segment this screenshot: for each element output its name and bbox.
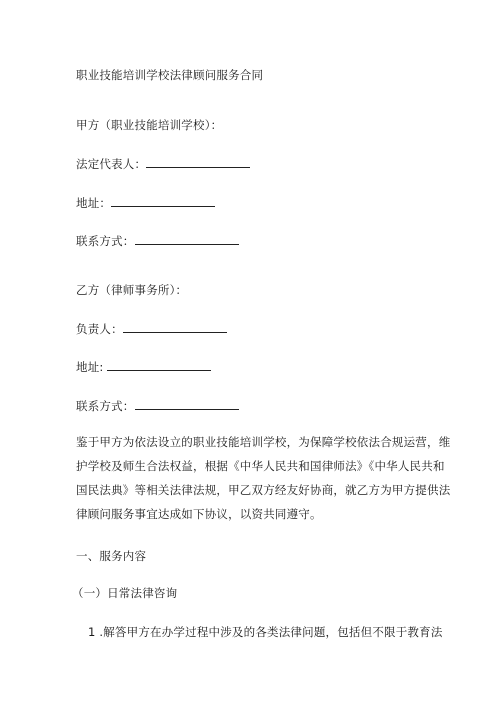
subsection-heading: （一）日常法律咨询	[72, 586, 178, 600]
preamble-line: 国民法典》等相关法律法规，甲乙双方经友好协商，就乙方为甲方提供法	[76, 483, 451, 497]
preamble-line: 律顾问服务事宜达成如下协议，以资共同遵守。	[76, 507, 322, 521]
party-b-principal-row	[76, 321, 227, 336]
party-a-contact-label: 联系方式：	[76, 234, 135, 248]
party-a-address-label: 地址：	[76, 196, 112, 210]
party-b-heading: 乙方（律师事务所）：	[76, 283, 188, 297]
party-a-address-row	[76, 195, 215, 210]
party-a-address-blank	[111, 195, 215, 207]
clause-item: 1 .解答甲方在办学过程中涉及的各类法律问题，包括但不限于教育法	[88, 625, 443, 639]
party-b-contact-label: 联系方式：	[76, 399, 135, 413]
party-a-heading: 甲方（职业技能培训学校）：	[76, 118, 223, 132]
party-b-principal-blank	[123, 321, 227, 333]
party-a-legal-rep-blank	[146, 156, 250, 168]
party-b-address-blank	[107, 359, 211, 371]
party-a-contact-row	[76, 233, 239, 248]
party-b-contact-row	[76, 398, 239, 413]
document-title: 职业技能培训学校法律顾问服务合同	[76, 68, 264, 82]
party-a-legal-rep-label: 法定代表人：	[76, 157, 147, 171]
section-heading: 一、服务内容	[76, 549, 147, 563]
party-b-address-row	[76, 359, 211, 374]
party-b-address-label: 地址:	[76, 360, 104, 374]
preamble-line: 护学校及师生合法权益，根据《中华人民共和国律师法》《中华人民共和	[76, 459, 445, 473]
party-b-principal-label: 负责人：	[76, 322, 123, 336]
preamble-paragraph	[76, 430, 451, 526]
preamble-line: 鉴于甲方为依法设立的职业技能培训学校，为保障学校依法合规运营，维	[76, 435, 451, 449]
party-a-legal-rep-row	[76, 156, 250, 171]
party-a-contact-blank	[135, 233, 239, 245]
party-b-contact-blank	[135, 398, 239, 410]
